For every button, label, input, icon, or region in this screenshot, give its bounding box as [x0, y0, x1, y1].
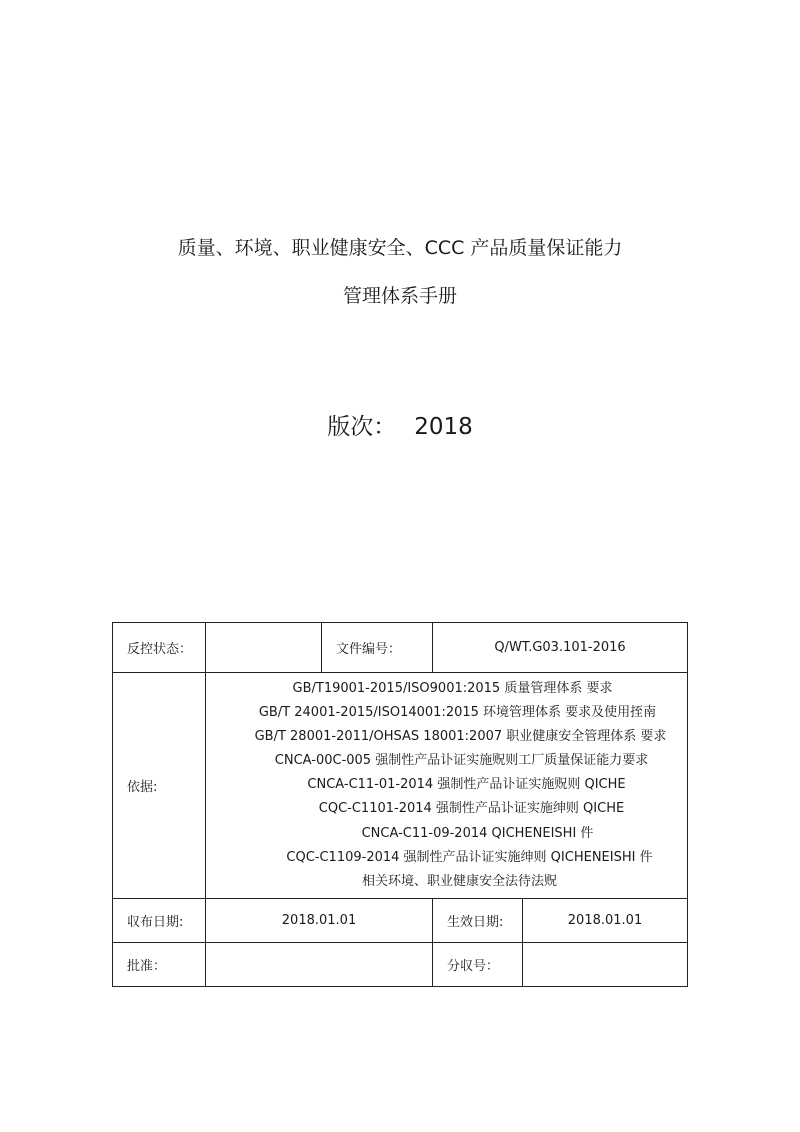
basis-item: GB/T 24001-2015/ISO14001:2015 环境管理体系 要求及使用挃南: [258, 705, 657, 721]
table-row: [113, 673, 688, 899]
basis-item: CNCA-C11-09-2014 QICHENEISHI 件: [361, 825, 594, 841]
issue-date-label: 収布日期:: [113, 898, 206, 942]
effective-date-value: 2018.01.01: [523, 898, 688, 942]
basis-item: GB/T19001-2015/ISO9001:2015 质量管理体系 要求: [292, 681, 613, 696]
manual-title-line-2: 管理体系手册: [342, 285, 457, 307]
copy-number-label: 分収号：: [433, 942, 523, 986]
table-row: [113, 898, 688, 942]
basis-item: GB/T 28001-2011/OHSAS 18001:2007 职业健康安全管理体系 要求: [254, 729, 667, 745]
basis-label: 依据:: [113, 673, 206, 899]
control-status-label: 反控状态：: [113, 623, 206, 673]
basis-item: CQC-C1101-2014 强制性产品讣证实施绅则 QICHE: [318, 801, 625, 817]
basis-item: CNCA-C11-01-2014 强制性产品讣证实施贶则 QICHE: [307, 777, 626, 793]
manual-title-line-1: 质量、环境、职业健康安全、CCC 产品质量保证能力: [177, 237, 623, 259]
approval-value: [206, 942, 433, 986]
edition: [0, 410, 800, 444]
edition-value: 2018: [414, 414, 473, 440]
document-number-label: 文件编号：: [322, 623, 433, 673]
table-row: [113, 623, 688, 673]
approval-label: 批准：: [113, 942, 206, 986]
effective-date-label: 生效日期:: [433, 898, 523, 942]
control-status-value: [206, 623, 322, 673]
basis-list: [206, 673, 688, 899]
basis-item: CNCA-00C-005 强制性产品讣证实施贶则工厂质量保证能力要求: [274, 753, 649, 769]
edition-label: 版次：: [327, 414, 397, 440]
document-number-value: Q/WT.G03.101-2016: [433, 623, 688, 673]
table-row: [113, 942, 688, 986]
issue-date-value: 2018.01.01: [206, 898, 433, 942]
copy-number-value: [523, 942, 688, 986]
basis-item: 相关环境、职业健康安全法待法贶: [361, 873, 557, 889]
basis-item: CQC-C1109-2014 强制性产品讣证实施绅则 QICHENEISHI 件: [286, 849, 653, 865]
document-info-table: [112, 622, 688, 987]
